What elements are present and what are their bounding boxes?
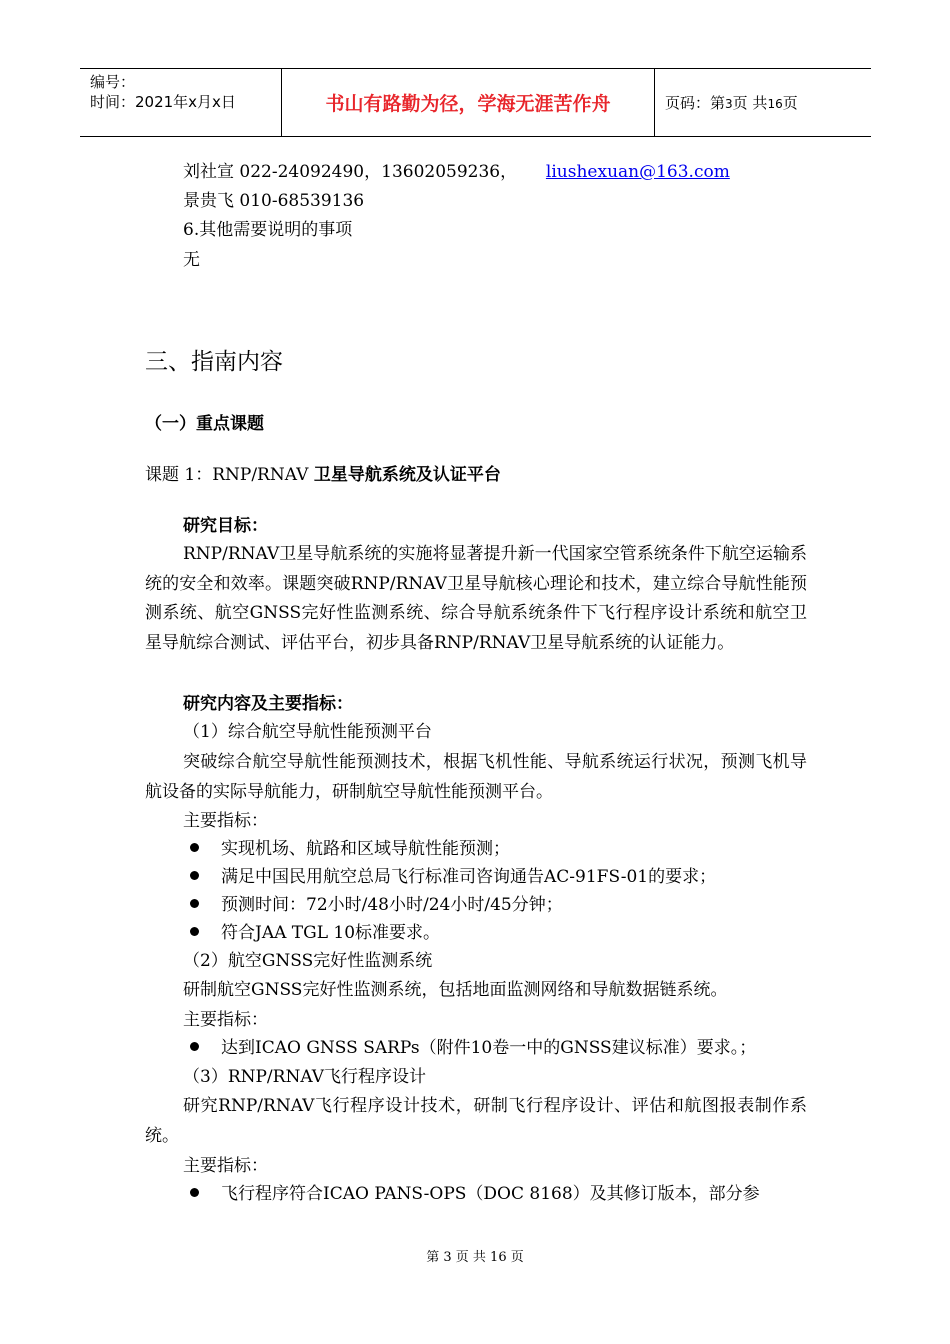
other-value: 无 [183, 250, 200, 270]
number-label: 编号： [90, 73, 136, 91]
content-label: 研究内容及主要指标： [183, 694, 353, 714]
list-item: 预测时间：72小时/48小时/24小时/45分钟； [190, 891, 563, 919]
item-1-indicator-label: 主要指标： [183, 811, 268, 831]
contact-1-email-link[interactable]: liushexuan@163.com [545, 162, 730, 182]
goal-paragraph: RNP/RNAV卫星导航系统的实施将显著提升新一代国家空管系统条件下航空运输系统的安全和效率。课题突破RNP/RNAV卫星导航核心理论和技术，建立综合导航性能预测系统、航空GNSS完好性监测系统、综合导航系统条件下飞行程序设计系统和航空卫星导航综合测试、评估平台，初步具备RNP/RNAV卫星导航系统的认证能力。 [145, 544, 807, 653]
bullet-icon [190, 843, 199, 852]
bullet-icon [190, 871, 199, 880]
bullet-icon [190, 927, 199, 936]
header-motto-cell [281, 69, 655, 136]
page-code-mid: 页 共 [732, 94, 768, 112]
page-header [80, 68, 871, 137]
page-total: 16 [767, 97, 783, 111]
list-item: 满足中国民用航空总局飞行标准司咨询通告AC-91FS-01的要求； [190, 863, 716, 891]
page-code-prefix: 页码：第 [665, 94, 726, 112]
list-item: 飞行程序符合ICAO PANS-OPS（DOC 8168）及其修订版本，部分参 [190, 1180, 760, 1208]
item-3-title: （3）RNP/RNAV飞行程序设计 [183, 1067, 427, 1087]
page-code-suffix: 页 [782, 94, 798, 112]
list-item: 达到ICAO GNSS SARPs（附件10卷一中的GNSS建议标准）要求。； [190, 1034, 756, 1062]
goal-label: 研究目标： [183, 516, 268, 536]
item-1-title: （1）综合航空导航性能预测平台 [183, 722, 432, 742]
item-3-indicator-label: 主要指标： [183, 1156, 268, 1176]
item-2-indicator-label: 主要指标： [183, 1010, 268, 1030]
bullet-icon [190, 1042, 199, 1051]
topic-title: 卫星导航系统及认证平台 [313, 465, 501, 485]
item-1-desc: 突破综合航空导航性能预测技术，根据飞机性能、导航系统运行状况，预测飞机导航设备的实际导航能力，研制航空导航性能预测平台。 [145, 752, 807, 802]
section-title: 三、指南内容 [145, 349, 283, 375]
page-footer: 第 3 页 共 16 页 [426, 1250, 524, 1265]
list-item: 实现机场、航路和区域导航性能预测； [190, 835, 510, 863]
list-item: 符合JAA TGL 10标准要求。 [190, 919, 440, 947]
contact-1-text: 刘社宣 022-24092490，13602059236， [183, 162, 518, 182]
bullet-icon [190, 899, 199, 908]
contact-line-1 [183, 158, 730, 186]
page-current: 3 [725, 97, 733, 111]
header-page-code [655, 69, 871, 136]
subsection-title: （一）重点课题 [145, 414, 264, 434]
item-2-desc: 研制航空GNSS完好性监测系统，包括地面监测网络和导航数据链系统。 [183, 980, 728, 1000]
item-2-title: （2）航空GNSS完好性监测系统 [183, 951, 433, 971]
time-label: 时间：2021年x月x日 [90, 93, 236, 111]
contact-line-2: 景贵飞 010-68539136 [183, 191, 365, 211]
topic-heading [145, 460, 501, 485]
item-3-desc: 研究RNP/RNAV飞行程序设计技术，研制飞行程序设计、评估和航图报表制作系统。 [145, 1096, 807, 1146]
other-heading: 6.其他需要说明的事项 [183, 220, 353, 240]
header-motto: 书山有路勤为径，学海无涯苦作舟 [325, 93, 611, 115]
bullet-icon [190, 1188, 199, 1197]
topic-prefix: 课题 1：RNP/RNAV [145, 465, 314, 485]
header-meta [80, 69, 280, 136]
